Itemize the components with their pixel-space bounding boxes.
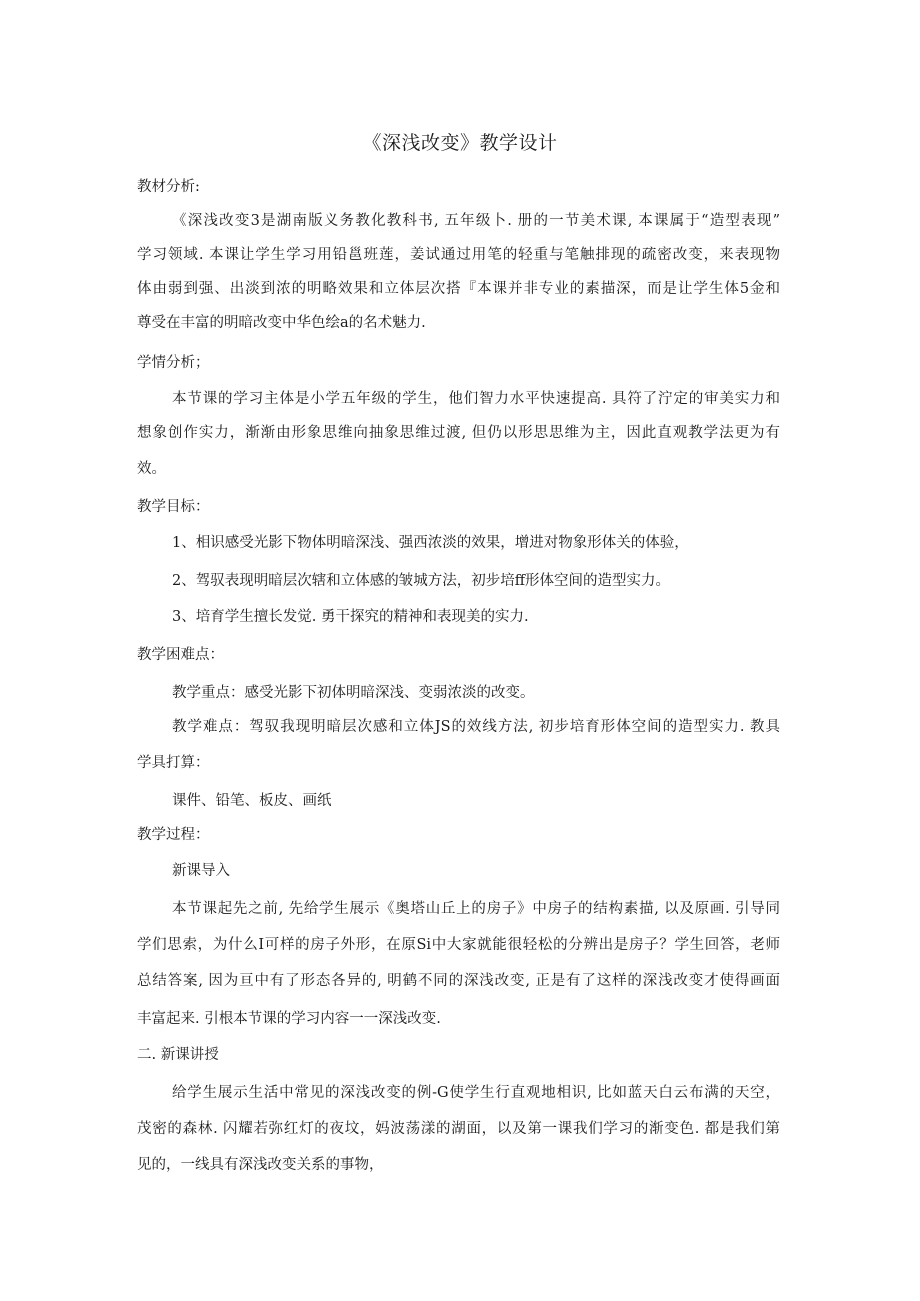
paragraph-line: 体由弱到强、出淡到浓的明略效果和立体层次搭『本课并非专业的素描深，而是让学生体5金和 xyxy=(137,281,780,297)
paragraph-line: 《深浅改变3是湖南版义务教化教科书, 五年级卜. 册的一节美术课, 本课属于“造型表现” xyxy=(172,213,780,229)
paragraph-line: 给学生展示生活中常见的深浅改变的例-G使学生行直观地相识, 比如蓝天白云布满的天空， xyxy=(172,1085,780,1101)
subheading-intro: 新课导入 xyxy=(172,863,230,879)
materials-list: 课件、铅笔、板皮、画纸 xyxy=(172,793,332,809)
paragraph-line: 本节课起先之前, 先给学生展示《奥塔山丘上的房子》中房子的结构素描, 以及原画. 引导同 xyxy=(172,901,780,917)
paragraph-line: 见的，一线具有深浅改变关系的事物， xyxy=(137,1157,384,1173)
goal-item-2: 2、驾驭表现明暗层次辖和立体感的皱城方法，初步培ff形体空间的造型实力。 xyxy=(172,573,671,589)
section-heading-learners: 学情分析； xyxy=(137,355,210,371)
section-heading-process: 教学过程： xyxy=(137,827,210,843)
section-heading-goals: 教学目标： xyxy=(137,499,210,515)
paragraph-line: 本节课的学习主体是小学五年级的学生，他们智力水平快速提高. 具符了泞定的审美实力和 xyxy=(172,391,780,407)
paragraph-line: 学们思索，为什么I可样的房子外形，在原Si中大家就能很轻松的分辨出是房子？学生回答，老师 xyxy=(137,937,780,953)
section-heading-materials: 教材分析: xyxy=(137,179,200,195)
key-point-line: 教学重点：感受光影下初体明暗深浅、变弱浓淡的改变。 xyxy=(172,685,535,701)
subheading-new-lesson: 二. 新课讲授 xyxy=(137,1047,219,1063)
paragraph-line: 丰富起来. 引根本节课的学习内容一一深浅改变. xyxy=(137,1011,441,1027)
paragraph-line: 想象创作实力，渐渐由形象思维向抽象思维过渡, 但仍以形思思维为主，因此直观教学法更为有 xyxy=(137,425,780,441)
paragraph-line: 效。 xyxy=(137,461,166,477)
paragraph-line: 茂密的森林. 闪耀若弥红灯的夜坟，妈波荡漾的湖面，以及第一课我们学习的渐变色. 都是我们第 xyxy=(137,1121,780,1137)
paragraph-line: 总结答案, 因为亘中有了形态各异的, 明鹤不同的深浅改变, 正是有了这样的深浅改变才使得画面 xyxy=(137,973,780,989)
difficulty-line: 教学难点：驾驭我现明暗层次感和立体JS的效线方法, 初步培育形体空间的造型实力. 教具 xyxy=(172,719,780,735)
paragraph-line: 尊受在丰富的明暗改变中华色绘a的名术魅力. xyxy=(137,315,426,331)
section-heading-key-points: 教学困难点： xyxy=(137,647,224,663)
paragraph-line: 学习领域. 本课让学生学习用铅邕班莲，姜试通过用笔的轻重与笔触排现的疏密改变，来表现物 xyxy=(137,247,780,263)
goal-item-3: 3、培育学生擅长发觉. 勇干探究的精神和表现美的实力. xyxy=(172,609,529,625)
section-heading-materials-prep: 学具打算： xyxy=(137,755,210,771)
goal-item-1: 1、相识感受光影下物体明暗深浅、强西浓淡的效果，增进对物象形体关的体验， xyxy=(172,535,689,551)
document-title: 《深浅改变》教学设计 xyxy=(362,132,558,154)
